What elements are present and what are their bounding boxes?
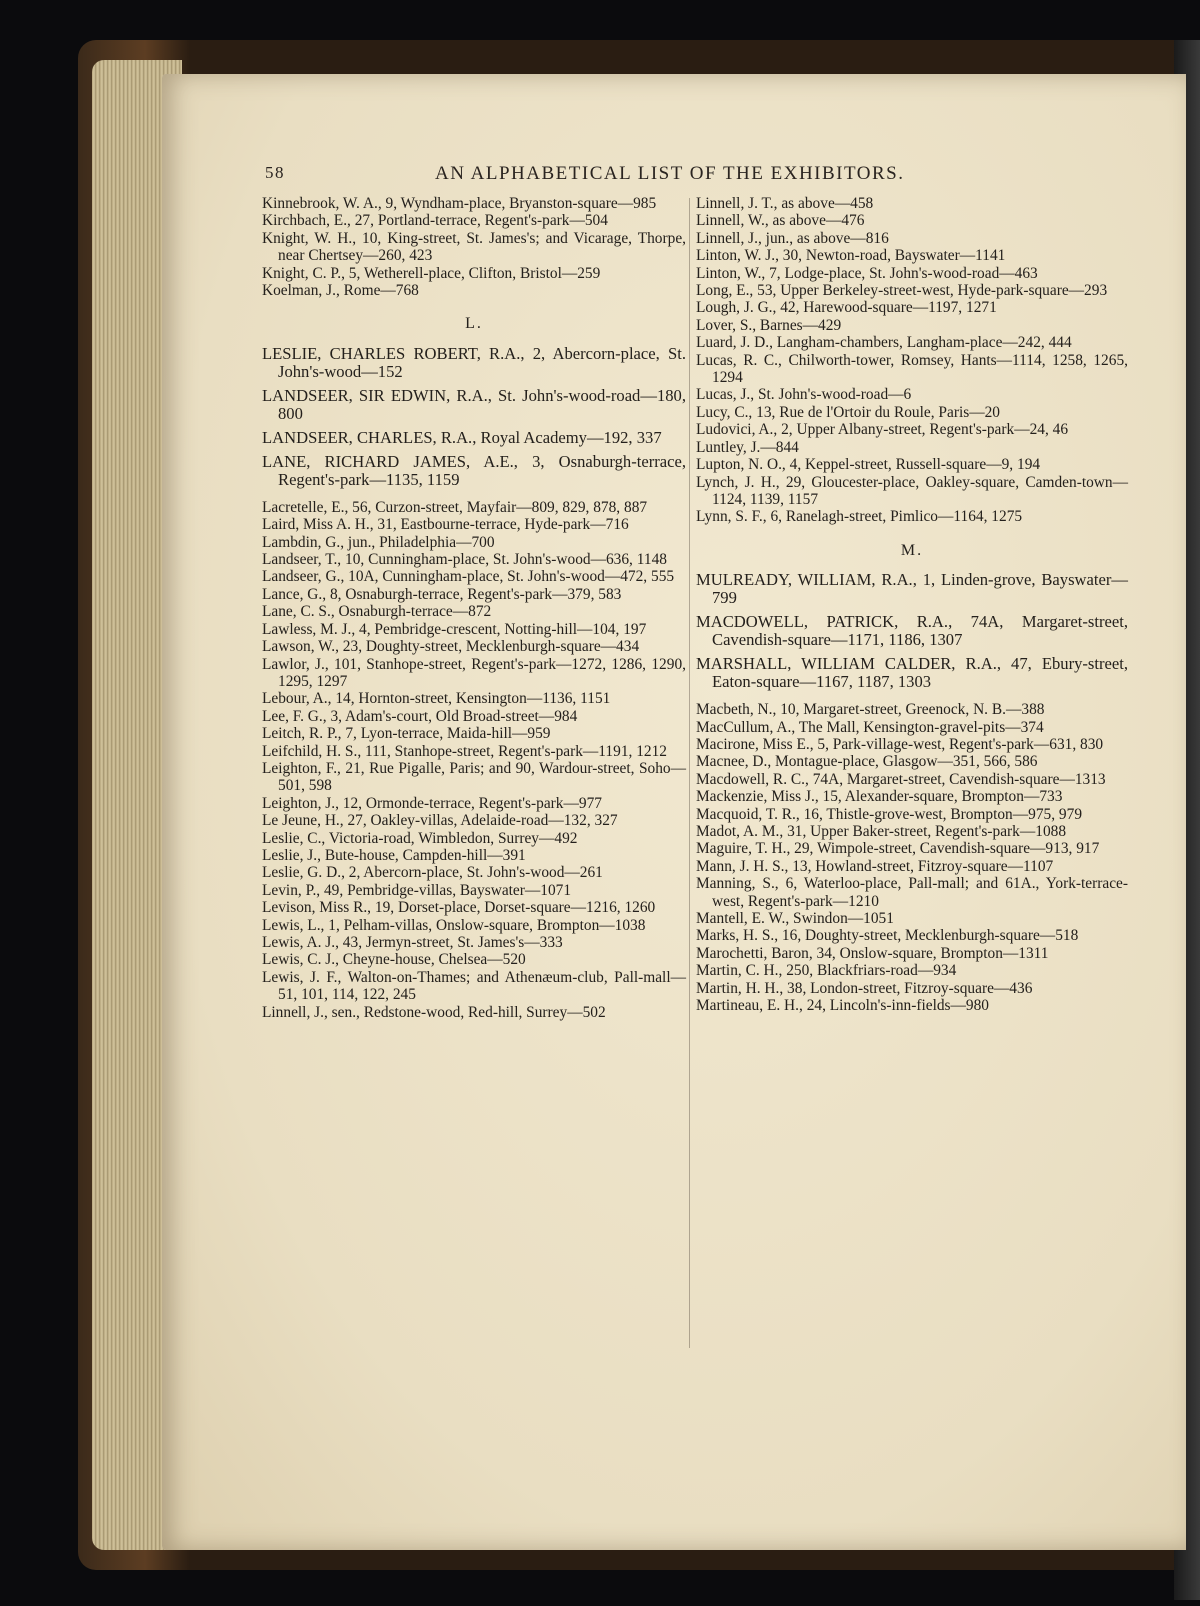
entries-l xyxy=(262,499,686,1021)
page-header xyxy=(265,163,975,189)
academician-entry: MACDOWELL, PATRICK, R.A., 74A, Margaret-street, Cavendish-square—1171, 1186, 1307 xyxy=(696,612,1128,650)
list-item: Koelman, J., Rome—768 xyxy=(262,282,419,300)
list-item: Madot, A. M., 31, Upper Baker-street, Regent's-park—1088 xyxy=(696,822,1067,840)
list-item: Lewis, L., 1, Pelham-villas, Onslow-square, Brompton—1038 xyxy=(262,916,646,934)
academician-entry: LANDSEER, SIR EDWIN, R.A., St. John's-wood-road—180, 800 xyxy=(262,385,686,423)
page-number: 58 xyxy=(265,163,285,182)
list-item: Leighton, F., 21, Rue Pigalle, Paris; and 90, Wardour-street, Soho—501, 598 xyxy=(262,759,686,795)
list-item: Linnell, J. T., as above—458 xyxy=(696,195,874,212)
list-item: Long, E., 53, Upper Berkeley-street-west, Hyde-park-square—293 xyxy=(696,282,1108,300)
list-item: MacCullum, A., The Mall, Kensington-gravel-pits—374 xyxy=(696,718,1044,736)
left-column xyxy=(262,195,686,1021)
column-divider xyxy=(689,198,690,1348)
list-item: Lewis, C. J., Cheyne-house, Chelsea—520 xyxy=(262,951,526,969)
list-item: Lynn, S. F., 6, Ranelagh-street, Pimlico—1164, 1275 xyxy=(696,508,1023,526)
list-item: Mann, J. H. S., 13, Howland-street, Fitzroy-square—1107 xyxy=(696,857,1054,875)
list-item: Linton, W. J., 30, Newton-road, Bayswater—1141 xyxy=(696,247,1006,265)
academician-entry: LESLIE, CHARLES ROBERT, R.A., 2, Abercorn-place, St. John's-wood—152 xyxy=(262,343,686,381)
entries-k xyxy=(262,195,686,299)
list-item: Lewis, A. J., 43, Jermyn-street, St. James's—333 xyxy=(262,934,563,951)
section-letter-m: M. xyxy=(900,541,924,559)
list-item: Lynch, J. H., 29, Gloucester-place, Oakley-square, Camden-town—1124, 1139, 1157 xyxy=(696,473,1128,508)
list-item: Leitch, R. P., 7, Lyon-terrace, Maida-hill—959 xyxy=(262,725,551,743)
list-item: Martineau, E. H., 24, Lincoln's-inn-fields—980 xyxy=(696,997,990,1015)
entries-l-continued xyxy=(696,195,1128,526)
list-item: Marks, H. S., 16, Doughty-street, Mecklenburgh-square—518 xyxy=(696,927,1079,945)
list-item: Lawlor, J., 101, Stanhope-street, Regent's-park—1272, 1286, 1290, 1295, 1297 xyxy=(262,655,686,690)
list-item: Lupton, N. O., 4, Keppel-street, Russell-square—9, 194 xyxy=(696,456,1041,474)
academician-entry: LANDSEER, CHARLES, R.A., Royal Academy—192, 337 xyxy=(262,427,662,447)
list-item: Lambdin, G., jun., Philadelphia—700 xyxy=(262,533,495,551)
list-item: Leslie, J., Bute-house, Campden-hill—391 xyxy=(262,846,526,864)
list-item: Le Jeune, H., 27, Oakley-villas, Adelaide-road—132, 327 xyxy=(262,812,618,830)
entries-m xyxy=(696,701,1128,1014)
academician-entry: MULREADY, WILLIAM, R.A., 1, Linden-grove, Bayswater—799 xyxy=(696,570,1128,608)
list-item: Lucas, J., St. John's-wood-road—6 xyxy=(696,386,912,404)
list-item: Kinnebrook, W. A., 9, Wyndham-place, Bryanston-square—985 xyxy=(262,195,657,212)
list-item: Macdowell, R. C., 74A, Margaret-street, Cavendish-square—1313 xyxy=(696,770,1106,788)
list-item: Knight, W. H., 10, King-street, St. James's; and Vicarage, Thorpe, near Chertsey—260, 423 xyxy=(262,229,686,265)
list-item: Martin, C. H., 250, Blackfriars-road—934 xyxy=(696,962,957,980)
list-item: Lucas, R. C., Chilworth-tower, Romsey, Hants—1114, 1258, 1265, 1294 xyxy=(696,351,1128,387)
list-item: Ludovici, A., 2, Upper Albany-street, Regent's-park—24, 46 xyxy=(696,421,1069,439)
list-item: Kirchbach, E., 27, Portland-terrace, Regent's-park—504 xyxy=(262,212,608,230)
list-item: Linton, W., 7, Lodge-place, St. John's-wood-road—463 xyxy=(696,264,1038,282)
list-item: Knight, C. P., 5, Wetherell-place, Clifton, Bristol—259 xyxy=(262,264,601,282)
academicians-l xyxy=(262,345,686,489)
list-item: Lover, S., Barnes—429 xyxy=(696,316,842,334)
page-title: AN ALPHABETICAL LIST OF THE EXHIBITORS. xyxy=(435,163,905,184)
right-column xyxy=(696,195,1128,1014)
list-item: Lough, J. G., 42, Harewood-square—1197, 1271 xyxy=(696,299,997,317)
academician-entry: LANE, RICHARD JAMES, A.E., 3, Osnaburgh-terrace, Regent's-park—1135, 1159 xyxy=(262,451,686,489)
list-item: Macirone, Miss E., 5, Park-village-west, Regent's-park—631, 830 xyxy=(696,735,1104,753)
list-item: Macnee, D., Montague-place, Glasgow—351, 566, 586 xyxy=(696,753,1038,771)
list-item: Linnell, J., jun., as above—816 xyxy=(696,229,889,247)
list-item: Leighton, J., 12, Ormonde-terrace, Regent's-park—977 xyxy=(262,794,602,812)
list-item: Lane, C. S., Osnaburgh-terrace—872 xyxy=(262,603,492,621)
list-item: Marochetti, Baron, 34, Onslow-square, Brompton—1311 xyxy=(696,944,1049,962)
list-item: Lebour, A., 14, Hornton-street, Kensington—1136, 1151 xyxy=(262,690,611,708)
list-item: Lewis, J. F., Walton-on-Thames; and Athenæum-club, Pall-mall—51, 101, 114, 122, 245 xyxy=(262,968,686,1004)
list-item: Leslie, C., Victoria-road, Wimbledon, Surrey—492 xyxy=(262,829,578,847)
list-item: Landseer, G., 10A, Cunningham-place, St. John's-wood—472, 555 xyxy=(262,568,675,586)
list-item: Laird, Miss A. H., 31, Eastbourne-terrace, Hyde-park—716 xyxy=(262,516,629,534)
list-item: Macquoid, T. R., 16, Thistle-grove-west, Brompton—975, 979 xyxy=(696,805,1083,823)
list-item: Lee, F. G., 3, Adam's-court, Old Broad-street—984 xyxy=(262,707,578,725)
list-item: Landseer, T., 10, Cunningham-place, St. John's-wood—636, 1148 xyxy=(262,551,667,569)
list-item: Mantell, E. W., Swindon—1051 xyxy=(696,910,894,927)
list-item: Manning, S., 6, Waterloo-place, Pall-mall; and 61A., York-terrace-west, Regent's-park—1210 xyxy=(696,875,1128,910)
list-item: Linnell, J., sen., Redstone-wood, Red-hill, Surrey—502 xyxy=(262,1003,606,1021)
list-item: Lance, G., 8, Osnaburgh-terrace, Regent's-park—379, 583 xyxy=(262,585,622,603)
list-item: Leifchild, H. S., 111, Stanhope-street, Regent's-park—1191, 1212 xyxy=(262,742,667,760)
academician-entry: MARSHALL, WILLIAM CALDER, R.A., 47, Ebury-street, Eaton-square—1167, 1187, 1303 xyxy=(696,654,1128,692)
list-item: Martin, H. H., 38, London-street, Fitzroy-square—436 xyxy=(696,979,1033,997)
list-item: Luntley, J.—844 xyxy=(696,438,799,456)
academicians-m xyxy=(696,571,1128,691)
list-item: Lawson, W., 23, Doughty-street, Mecklenburgh-square—434 xyxy=(262,638,640,656)
list-item: Mackenzie, Miss J., 15, Alexander-square, Brompton—733 xyxy=(696,788,1063,806)
list-item: Lacretelle, E., 56, Curzon-street, Mayfair—809, 829, 878, 887 xyxy=(262,498,648,516)
list-item: Maguire, T. H., 29, Wimpole-street, Cavendish-square—913, 917 xyxy=(696,840,1100,858)
section-letter-l: L. xyxy=(465,315,483,333)
list-item: Linnell, W., as above—476 xyxy=(696,212,865,230)
list-item: Leslie, G. D., 2, Abercorn-place, St. John's-wood—261 xyxy=(262,864,603,882)
list-item: Levin, P., 49, Pembridge-villas, Bayswater—1071 xyxy=(262,881,572,899)
list-item: Lawless, M. J., 4, Pembridge-crescent, Notting-hill—104, 197 xyxy=(262,620,647,638)
list-item: Lucy, C., 13, Rue de l'Ortoir du Roule, Paris—20 xyxy=(696,403,1000,421)
list-item: Luard, J. D., Langham-chambers, Langham-place—242, 444 xyxy=(696,334,1072,352)
list-item: Levison, Miss R., 19, Dorset-place, Dorset-square—1216, 1260 xyxy=(262,899,656,917)
list-item: Macbeth, N., 10, Margaret-street, Greenock, N. B.—388 xyxy=(696,701,1045,719)
